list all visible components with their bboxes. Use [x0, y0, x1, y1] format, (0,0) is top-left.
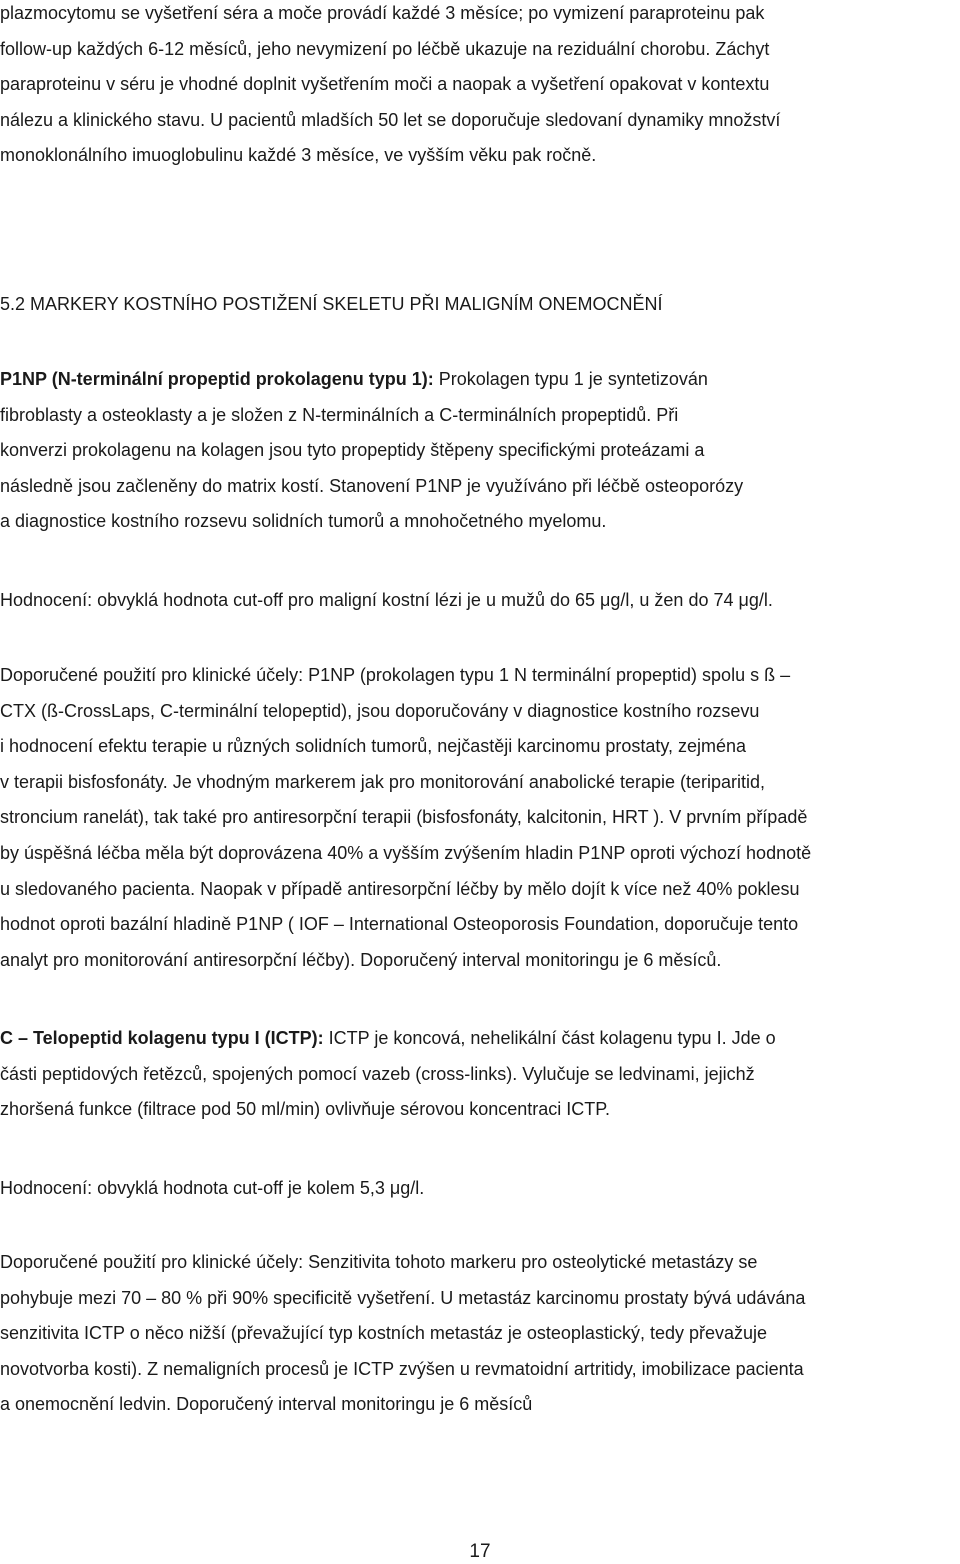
intro-paragraph [0, 0, 960, 174]
text-line: hodnot oproti bazální hladině P1NP ( IOF – International Osteoporosis Foundation, doporučuje tento [0, 914, 799, 935]
p1np-first-line-rest: Prokolagen typu 1 je syntetizován [433, 369, 708, 389]
p1np-paragraph [0, 362, 960, 540]
ictp-clinical-use [0, 1245, 960, 1423]
ictp-evaluation [0, 1171, 960, 1207]
text-line: senzitivita ICTP o něco nižší (převažující typ kostních metastáz je osteoplastický, tedy převažuje [0, 1323, 768, 1344]
text-line: části peptidových řetězců, spojených pomocí vazeb (cross-links). Vylučuje se ledvinami, jejichž [0, 1063, 755, 1084]
text-line: v terapii bisfosfonáty. Je vhodným markerem jak pro monitorování anabolické terapie (teriparitid, [0, 771, 766, 792]
text-line: paraproteinu v séru je vhodné doplnit vyšetřením moči a naopak a vyšetření opakovat v kontextu [0, 74, 770, 95]
text-line: Doporučené použití pro klinické účely: P1NP (prokolagen typu 1 N terminální propeptid) spolu s ß – [0, 665, 791, 685]
text-line: fibroblasty a osteoklasty a je složen z N-terminálních a C-terminálních propeptidů. Při [0, 404, 679, 425]
ictp-term: C – Telopeptid kolagenu typu I (ICTP): [0, 1028, 324, 1048]
text-line: CTX (ß-CrossLaps, C-terminální telopeptid), jsou doporučovány v diagnostice kostního rozsevu [0, 700, 760, 721]
p1np-evaluation [0, 583, 960, 619]
text-line: i hodnocení efektu terapie u různých solidních tumorů, nejčastěji karcinomu prostaty, zejména [0, 736, 747, 757]
text-line: nálezu a klinického stavu. U pacientů mladších 50 let se doporučuje sledovaní dynamiky množství [0, 109, 781, 130]
text-line: monoklonálního imuoglobulinu každé 3 měsíce, ve vyšším věku pak ročně. [0, 145, 597, 166]
ictp-paragraph [0, 1021, 960, 1128]
page-number: 17 [469, 1541, 491, 1562]
text-line [0, 362, 960, 398]
text-line: následně jsou začleněny do matrix kostí. Stanovení P1NP je využíváno při léčbě osteoporózy [0, 475, 744, 496]
text-line: stroncium ranelát), tak také pro antiresorpční terapii (bisfosfonáty, kalcitonin, HRT ). V prvním případě [0, 807, 808, 828]
section-heading-text: 5.2 MARKERY KOSTNÍHO POSTIŽENÍ SKELETU PŘI MALIGNÍM ONEMOCNĚNÍ [0, 294, 663, 314]
text-line: by úspěšná léčba měla být doprovázena 40% a vyšším zvýšením hladin P1NP oproti výchozí hodnotě [0, 842, 812, 863]
text-line: a diagnostice kostního rozsevu solidních tumorů a mnohočetného myelomu. [0, 511, 607, 532]
text-line: novotvorba kosti). Z nemaligních procesů je ICTP zvýšen u revmatoidní artritidy, imobilizace pacienta [0, 1358, 804, 1379]
text-line: konverzi prokolagenu na kolagen jsou tyto propeptidy štěpeny specifickými proteázami a [0, 440, 705, 461]
text-line: follow-up každých 6-12 měsíců, jeho nevymizení po léčbě ukazuje na reziduální chorobu. Záchyt [0, 38, 770, 59]
text-line: Doporučené použití pro klinické účely: Senzitivita tohoto markeru pro osteolytické metastázy se [0, 1252, 758, 1272]
text-line: a onemocnění ledvin. Doporučený interval monitoringu je 6 měsíců [0, 1394, 533, 1415]
p1np-clinical-use [0, 658, 960, 978]
text-line: Hodnocení: obvyklá hodnota cut-off pro maligní kostní lézi je u mužů do 65 μg/l, u žen do 74 μg/l. [0, 590, 773, 610]
text-line: plazmocytomu se vyšetření séra a moče provádí každé 3 měsíce; po vymizení paraproteinu pak [0, 3, 765, 23]
text-line: Hodnocení: obvyklá hodnota cut-off je kolem 5,3 μg/l. [0, 1178, 425, 1198]
text-line: pohybuje mezi 70 – 80 % při 90% specificitě vyšetření. U metastáz karcinomu prostaty bývá udávána [0, 1287, 806, 1308]
text-line: zhoršená funkce (filtrace pod 50 ml/min) ovlivňuje sérovou koncentraci ICTP. [0, 1099, 610, 1120]
p1np-term: P1NP (N-terminální propeptid prokolagenu typu 1): [0, 369, 434, 389]
ictp-first-line-rest: ICTP je koncová, nehelikální část kolagenu typu I. Jde o [323, 1028, 776, 1048]
text-line: u sledovaného pacienta. Naopak v případě antiresorpční léčby by mělo dojít k více než 40% poklesu [0, 878, 800, 899]
text-line: analyt pro monitorování antiresorpční léčby). Doporučený interval monitoringu je 6 měsíců. [0, 949, 722, 970]
text-line [0, 1021, 960, 1057]
section-heading [0, 287, 960, 323]
